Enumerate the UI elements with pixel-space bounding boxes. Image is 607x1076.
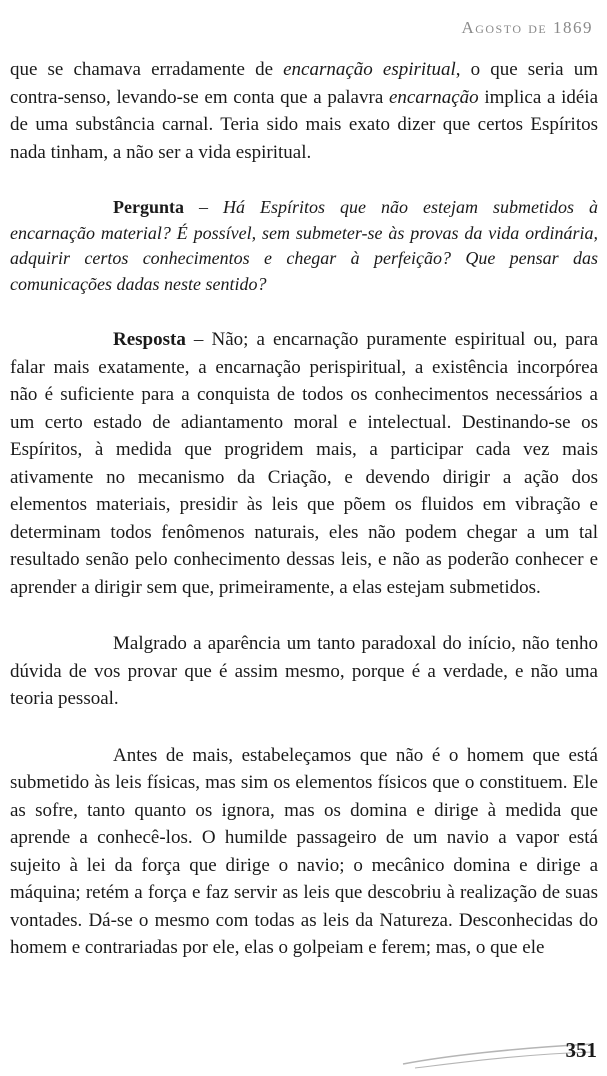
question-text: Há Espíritos que não estejam submetidos à encarnação material? É possível, sem submeter-se às provas da vida ordinária, adquirir certos conhecimentos e chegar à perfeição? Que pensar das comunicações dadas neste sentido? bbox=[10, 197, 598, 294]
paragraph-1 bbox=[10, 56, 598, 166]
answer-paragraph bbox=[10, 326, 598, 601]
paragraph-1-text-middle: , o que seria um contra-senso, levando-se em conta que a palavra bbox=[10, 59, 598, 108]
page-number: 351 bbox=[565, 1038, 597, 1062]
paragraph-1-text-after: implica a idéia de uma substância carnal. Teria sido mais exato dizer que certos Espíritos nada tinham, a não ser a vida espiritual. bbox=[10, 86, 599, 163]
paragraph-1-emphasis-2: encarnação bbox=[388, 86, 479, 108]
answer-text: Não; a encarnação puramente espiritual ou, para falar mais exatamente, a encarnação perispiritual, a existência incorpórea não é suficiente para a conquista de todos os conhecimentos necessários a um certo estado de adiantamento moral e intelectual. Destinando-se os Espíritos, à medida que progridem mais, a participar cada vez mais ativamente no mecanismo da Criação, e devendo dirigir a ação dos elementos materiais, presidir às leis que põem os fluidos em vibração e determinam todos fenômenos naturais, eles não podem chegar a um tal resultado senão pelo conhecimento dessas leis, e não as poderão conhecer e aprender a dirigir sem que, primeiramente, a elas estejam submetidos. bbox=[10, 329, 599, 598]
paragraph-5: Antes de mais, estabeleçamos que não é o homem que está submetido às leis físicas, mas sim os elementos físicos que o constituem. Ele as sofre, tanto quanto os ignora, mas os domina e dirige à medida que aprende a conhecê-los. O humilde passageiro de um navio a vapor está sujeito à lei da força que dirige o navio; o mecânico domina e dirige a máquina; retém a força e faz servir as leis que descobriu à realização de suas vontades. Dá-se o mesmo com todas as leis da Natureza. Desconhecidas do homem e contrariadas por ele, elas o golpeiam e ferem; mas, o que ele bbox=[10, 744, 598, 958]
paragraph-1-text-before: que se chamava erradamente de bbox=[10, 59, 284, 80]
question-label: Pergunta bbox=[113, 197, 184, 217]
running-head: Agosto de 1869 bbox=[461, 18, 593, 37]
answer-dash: – bbox=[185, 329, 212, 350]
page-body bbox=[10, 56, 598, 962]
question-dash: – bbox=[184, 197, 223, 217]
page-footer bbox=[0, 1030, 607, 1076]
question-paragraph bbox=[10, 195, 598, 297]
answer-label: Resposta bbox=[113, 329, 186, 350]
paragraph-4: Malgrado a aparência um tanto paradoxal do início, não tenho dúvida de vos provar que é assim mesmo, porque é a verdade, e não uma teoria pessoal. bbox=[10, 633, 598, 709]
paragraph-1-emphasis-1: encarnação espiritual bbox=[283, 59, 456, 80]
